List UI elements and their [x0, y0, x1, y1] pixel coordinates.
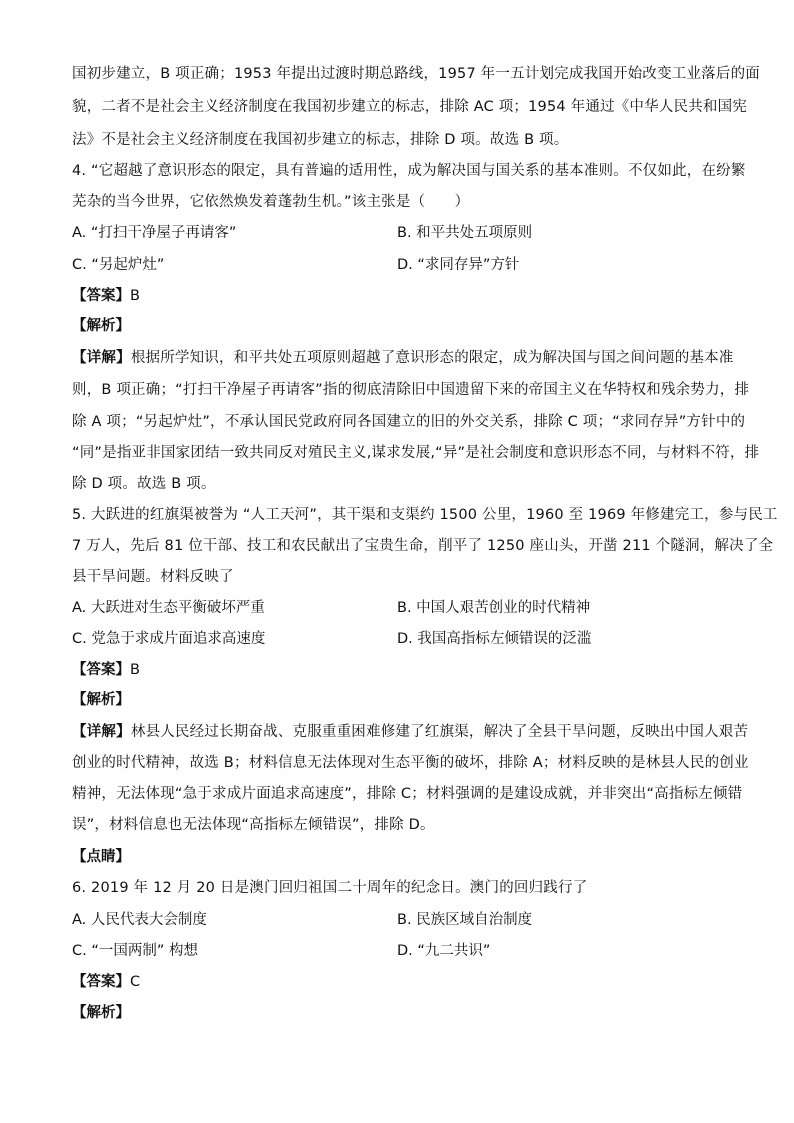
q5-stem-line-1: 5. 大跃进的红旗渠被誉为 “人工天河”，其干渠和支渠约 1500 公里，1960 至 1969 年修建完工，参与民工: [72, 507, 778, 523]
q5-stem-line-3: 县干旱问题。材料反映了: [72, 569, 234, 585]
q4-detail-line-4: “同”是指亚非国家团结一致共同反对殖民主义,谋求发展,“异”是社会制度和意识形态不同，与材料不符，排: [72, 445, 760, 461]
q4-answer-label: 【答案】: [72, 288, 130, 304]
q4-detail-text-1: 根据所学知识，和平共处五项原则超越了意识形态的限定，成为解决国与国之间问题的基本准: [130, 350, 734, 366]
q6-answer-label: 【答案】: [72, 974, 130, 990]
q4-option-a: A. “打扫干净屋子再请客”: [72, 225, 237, 241]
intro-line-1: 国初步建立，B 项正确；1953 年提出过渡时期总路线，1957 年一五计划完成我国开始改变工业落后的面: [72, 66, 760, 82]
q6-option-b: B. 民族区域自治制度: [397, 912, 533, 928]
q6-option-a: A. 人民代表大会制度: [72, 912, 207, 928]
intro-line-2: 貌，二者不是社会主义经济制度在我国初步建立的标志，排除 AC 项；1954 年通过《中华人民共和国宪: [72, 99, 748, 115]
q5-detail-line-3: 精神，无法体现“急于求成片面追求高速度”，排除 C；材料强调的是建设成就，并非突出“高指标左倾错: [72, 786, 743, 802]
q5-analysis-label: 【解析】: [72, 692, 130, 708]
q4-stem-line-1: 4. “它超越了意识形态的限定，具有普遍的适用性，成为解决国与国关系的基本准则。不仅如此，在纷繁: [72, 163, 746, 179]
q5-answer-label: 【答案】: [72, 662, 130, 678]
q5-answer: [72, 660, 140, 680]
q4-detail-line-2: 则，B 项正确；“打扫干净屋子再请客”指的彻底清除旧中国遗留下来的帝国主义在华特权和残余势力，排: [72, 382, 750, 398]
q5-option-a: A. 大跃进对生态平衡破坏严重: [72, 600, 265, 616]
q4-detail-line-1: [72, 348, 734, 368]
q4-analysis-label: 【解析】: [72, 318, 130, 334]
q6-stem-line-1: 6. 2019 年 12 月 20 日是澳门回归祖国二十周年的纪念日。澳门的回归践行了: [72, 880, 588, 896]
q5-option-d: D. 我国高指标左倾错误的泛滥: [397, 631, 592, 647]
q4-option-b: B. 和平共处五项原则: [397, 225, 533, 241]
intro-line-3: 法》不是社会主义经济制度在我国初步建立的标志，排除 D 项。故选 B 项。: [72, 132, 569, 148]
q5-detail-line-1: [72, 722, 749, 742]
q4-option-c: C. “另起炉灶”: [72, 257, 165, 273]
q5-comment-label: 【点睛】: [72, 849, 130, 865]
q4-detail-line-3: 除 A 项；“另起炉灶”，不承认国民党政府同各国建立的旧的外交关系，排除 C 项；“求同存异”方针中的: [72, 414, 746, 430]
q5-stem-line-2: 7 万人，先后 81 位干部、技工和农民献出了宝贵生命，削平了 1250 座山头，开凿 211 个隧洞，解决了全: [72, 538, 774, 554]
q5-detail-line-4: 误”，材料信息也无法体现“高指标左倾错误”，排除 D。: [72, 817, 435, 833]
q5-option-b: B. 中国人艰苦创业的时代精神: [397, 600, 591, 616]
q5-detail-label: 【详解】: [72, 724, 131, 740]
q5-answer-value: B: [130, 662, 140, 678]
q6-option-d: D. “九二共识”: [397, 943, 491, 959]
q5-option-c: C. 党急于求成片面追求高速度: [72, 631, 266, 647]
q5-detail-line-2: 创业的时代精神，故选 B；材料信息无法体现对生态平衡的破坏，排除 A；材料反映的是林县人民的创业: [72, 755, 749, 771]
q4-answer-value: B: [130, 288, 140, 304]
q4-answer: [72, 286, 140, 306]
q4-detail-line-5: 除 D 项。故选 B 项。: [72, 476, 216, 492]
q4-option-d: D. “求同存异”方针: [397, 257, 520, 273]
q5-detail-text-1: 林县人民经过长期奋战、克服重重困难修建了红旗渠，解决了全县干旱问题，反映出中国人艰苦: [130, 724, 749, 740]
q4-stem-line-2: 芜杂的当今世界，它依然焕发着蓬勃生机。”该主张是（ ）: [72, 194, 470, 210]
q6-option-c: C. “一国两制” 构想: [72, 943, 198, 959]
q6-analysis-label: 【解析】: [72, 1005, 130, 1021]
q4-detail-label: 【详解】: [72, 350, 131, 366]
q6-answer: [72, 972, 140, 992]
q6-answer-value: C: [130, 974, 141, 990]
